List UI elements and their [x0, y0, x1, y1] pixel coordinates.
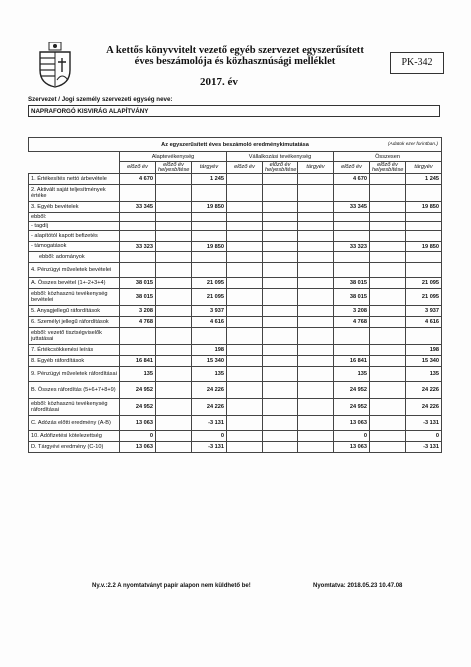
value-cell [370, 231, 406, 242]
value-cell [406, 263, 442, 278]
value-cell [370, 442, 406, 453]
subheader-prev-year: előző év [227, 162, 263, 174]
value-cell: 135 [406, 367, 442, 382]
value-cell: 24 226 [192, 382, 227, 399]
row-label: - alapítótól kapott befizetés [29, 231, 120, 242]
value-cell [192, 252, 227, 263]
row-label: 3. Egyéb bevételek [29, 202, 120, 213]
value-cell [298, 382, 334, 399]
value-cell [227, 252, 263, 263]
value-cell [192, 213, 227, 222]
value-cell [298, 431, 334, 442]
row-label: 4. Pénzügyi műveletek bevételei [29, 263, 120, 278]
value-cell [370, 202, 406, 213]
value-cell: 24 226 [406, 399, 442, 416]
value-cell [227, 289, 263, 306]
value-cell [263, 356, 298, 367]
row-label: ebből: adományok [29, 252, 120, 263]
subheader-current-year: tárgyév [298, 162, 334, 174]
value-cell: 19 850 [192, 242, 227, 252]
row-label: D. Tárgyévi eredmény (C-10) [29, 442, 120, 453]
value-cell [334, 345, 370, 356]
row-label: 2. Aktivált saját teljesítmények értéke [29, 185, 120, 202]
report-year: 2017. év [200, 76, 238, 88]
value-cell: 135 [120, 367, 156, 382]
value-cell [334, 252, 370, 263]
value-cell: 13 063 [120, 416, 156, 431]
value-cell: 38 015 [334, 289, 370, 306]
value-cell [298, 263, 334, 278]
value-cell [227, 263, 263, 278]
value-cell [227, 416, 263, 431]
value-cell [156, 263, 192, 278]
value-cell [298, 185, 334, 202]
subheader-current-year: tárgyév [406, 162, 442, 174]
value-cell [263, 382, 298, 399]
value-cell [298, 328, 334, 345]
value-cell [227, 431, 263, 442]
value-cell [263, 278, 298, 289]
value-cell [120, 263, 156, 278]
value-cell [263, 222, 298, 231]
value-cell [263, 317, 298, 328]
value-cell: 33 345 [120, 202, 156, 213]
form-title [80, 45, 390, 67]
value-cell: 38 015 [120, 289, 156, 306]
value-cell: 24 952 [334, 382, 370, 399]
table-row [29, 213, 442, 222]
value-cell: 4 616 [192, 317, 227, 328]
label-header-cell [29, 152, 120, 174]
value-cell: 135 [192, 367, 227, 382]
table-row [29, 317, 442, 328]
value-cell [156, 289, 192, 306]
value-cell [156, 278, 192, 289]
value-cell [406, 231, 442, 242]
value-cell: 24 952 [334, 399, 370, 416]
row-label: ebből: [29, 213, 120, 222]
value-cell [156, 416, 192, 431]
row-label: 6. Személyi jellegű ráfordítások [29, 317, 120, 328]
value-cell: 1 245 [406, 174, 442, 185]
row-label: ebből: vezető tisztségviselők juttatásai [29, 328, 120, 345]
value-cell: 3 937 [192, 306, 227, 317]
row-label: C. Adózás előtti eredmény (A-B) [29, 416, 120, 431]
value-cell [406, 185, 442, 202]
value-cell [227, 317, 263, 328]
value-cell [370, 367, 406, 382]
value-cell: -3 131 [406, 416, 442, 431]
value-cell [370, 263, 406, 278]
subheader-prev-year: előző év [334, 162, 370, 174]
table-row [29, 328, 442, 345]
row-label: - tagdíj [29, 222, 120, 231]
value-cell [120, 222, 156, 231]
table-row [29, 431, 442, 442]
value-cell: 4 616 [406, 317, 442, 328]
table-row [29, 306, 442, 317]
value-cell [192, 222, 227, 231]
value-cell [370, 345, 406, 356]
value-cell: 19 850 [406, 242, 442, 252]
value-cell [156, 213, 192, 222]
table-row [29, 174, 442, 185]
value-cell [156, 222, 192, 231]
value-cell [298, 416, 334, 431]
value-cell [263, 185, 298, 202]
value-cell: -3 131 [406, 442, 442, 453]
value-cell [263, 416, 298, 431]
value-cell: 3 208 [334, 306, 370, 317]
value-cell [156, 356, 192, 367]
footer-note: Ny.v.:2.2 A nyomtatványt papír alapon nem küldhető be! [92, 583, 251, 589]
table-row [29, 252, 442, 263]
value-cell [263, 242, 298, 252]
row-label: 5. Anyagjellegű ráfordítások [29, 306, 120, 317]
value-cell: 13 063 [334, 416, 370, 431]
value-cell [156, 328, 192, 345]
row-label: 10. Adófizetési kötelezettség [29, 431, 120, 442]
table-row [29, 442, 442, 453]
value-cell [156, 242, 192, 252]
value-cell [120, 185, 156, 202]
value-cell [406, 252, 442, 263]
value-cell [334, 185, 370, 202]
form-code-box: PK-342 [390, 52, 444, 74]
value-cell [298, 242, 334, 252]
value-cell [406, 213, 442, 222]
value-cell [298, 278, 334, 289]
value-cell: 24 952 [120, 382, 156, 399]
value-cell: 16 841 [334, 356, 370, 367]
value-cell [263, 263, 298, 278]
subheader-prev-correction: előző év helyesbítése [263, 162, 298, 174]
value-cell [227, 202, 263, 213]
value-cell [263, 367, 298, 382]
value-cell: 21 095 [192, 278, 227, 289]
table-row [29, 222, 442, 231]
value-cell [370, 213, 406, 222]
value-cell [370, 399, 406, 416]
value-cell: 198 [406, 345, 442, 356]
value-cell [370, 328, 406, 345]
value-cell [263, 289, 298, 306]
table-row [29, 345, 442, 356]
value-cell [298, 252, 334, 263]
value-cell [156, 442, 192, 453]
row-label: 9. Pénzügyi műveletek ráfordításai [29, 367, 120, 382]
value-cell: 33 345 [334, 202, 370, 213]
table-row [29, 185, 442, 202]
value-cell: 24 952 [120, 399, 156, 416]
value-cell: 38 015 [334, 278, 370, 289]
value-cell [298, 367, 334, 382]
value-cell [227, 174, 263, 185]
value-cell [192, 185, 227, 202]
value-cell [263, 213, 298, 222]
table-row [29, 399, 442, 416]
value-cell [334, 213, 370, 222]
print-timestamp: Nyomtatva: 2018.05.23 10.47.08 [313, 583, 403, 589]
value-cell [192, 263, 227, 278]
income-statement-table [28, 137, 442, 453]
organization-label: Szervezet / Jogi személy szervezeti egység neve: [28, 96, 173, 103]
value-cell [120, 231, 156, 242]
value-cell [298, 399, 334, 416]
value-cell [120, 252, 156, 263]
value-cell [263, 306, 298, 317]
value-cell [263, 231, 298, 242]
value-cell [227, 328, 263, 345]
value-cell [298, 442, 334, 453]
value-cell [156, 252, 192, 263]
value-cell: 3 208 [120, 306, 156, 317]
value-cell: 1 245 [192, 174, 227, 185]
coat-of-arms-icon [36, 42, 74, 88]
value-cell: 24 226 [406, 382, 442, 399]
value-cell [334, 222, 370, 231]
value-cell: 21 095 [406, 278, 442, 289]
value-cell [370, 278, 406, 289]
value-cell [298, 317, 334, 328]
value-cell [156, 317, 192, 328]
value-cell: -3 131 [192, 442, 227, 453]
value-cell [227, 278, 263, 289]
value-cell [370, 185, 406, 202]
value-cell [370, 222, 406, 231]
value-cell [227, 399, 263, 416]
form-title-line2: éves beszámolója és közhasznúsági melléklet [134, 56, 336, 67]
value-cell: 15 340 [192, 356, 227, 367]
value-cell: 0 [406, 431, 442, 442]
value-cell [156, 231, 192, 242]
value-cell [120, 213, 156, 222]
row-label: ebből: közhasznú tevékenység bevételei [29, 289, 120, 306]
value-cell [370, 174, 406, 185]
value-cell [263, 399, 298, 416]
value-cell [298, 306, 334, 317]
value-cell: 24 226 [192, 399, 227, 416]
value-cell: 0 [120, 431, 156, 442]
value-cell [156, 431, 192, 442]
value-cell [227, 356, 263, 367]
row-label: ebből: közhasznú tevékenység ráfordításai [29, 399, 120, 416]
value-cell [227, 242, 263, 252]
table-row [29, 263, 442, 278]
value-cell: 21 095 [406, 289, 442, 306]
value-cell [227, 367, 263, 382]
subheader-prev-correction: előző év helyesbítése [370, 162, 406, 174]
group-header-basic: Alaptevékenység [120, 152, 227, 162]
value-cell [370, 252, 406, 263]
value-cell [227, 222, 263, 231]
subheader-prev-year: előző év [120, 162, 156, 174]
value-cell: 4 768 [334, 317, 370, 328]
statement-title-cell [29, 138, 442, 152]
table-row [29, 382, 442, 399]
value-cell [406, 328, 442, 345]
value-cell [298, 289, 334, 306]
table-row [29, 356, 442, 367]
table-row [29, 367, 442, 382]
value-cell [192, 231, 227, 242]
value-cell: 13 063 [334, 442, 370, 453]
table-row [29, 202, 442, 213]
value-cell [370, 431, 406, 442]
value-cell [370, 317, 406, 328]
value-cell [227, 231, 263, 242]
value-cell [263, 252, 298, 263]
value-cell [298, 213, 334, 222]
value-cell [334, 231, 370, 242]
value-cell [298, 231, 334, 242]
value-cell: 0 [334, 431, 370, 442]
row-label: B. Összes ráfordítás (5+6+7+8+9) [29, 382, 120, 399]
value-cell [370, 289, 406, 306]
organization-name-field: NAPRAFORGÓ KISVIRÁG ALAPÍTVÁNY [28, 105, 440, 117]
value-cell [227, 382, 263, 399]
value-cell [156, 202, 192, 213]
value-cell [227, 213, 263, 222]
value-cell: 33 323 [120, 242, 156, 252]
table-row [29, 242, 442, 252]
value-cell [370, 382, 406, 399]
value-cell [156, 399, 192, 416]
value-cell [227, 345, 263, 356]
value-cell [298, 345, 334, 356]
value-cell [120, 328, 156, 345]
value-cell [192, 328, 227, 345]
value-cell [334, 328, 370, 345]
value-cell [298, 356, 334, 367]
value-cell: 198 [192, 345, 227, 356]
table-row [29, 231, 442, 242]
row-label: A. Összes bevétel (1+-2+3+4) [29, 278, 120, 289]
value-cell [156, 185, 192, 202]
value-cell [156, 382, 192, 399]
value-cell: 38 015 [120, 278, 156, 289]
value-cell [156, 367, 192, 382]
value-cell [156, 345, 192, 356]
row-label: 7. Értékcsökkenési leírás [29, 345, 120, 356]
value-cell [263, 174, 298, 185]
value-cell: 33 323 [334, 242, 370, 252]
table-row [29, 278, 442, 289]
value-cell: 19 850 [406, 202, 442, 213]
group-header-business: Vállalkozási tevékenység [227, 152, 334, 162]
value-cell [370, 416, 406, 431]
value-cell [263, 202, 298, 213]
value-cell: 13 063 [120, 442, 156, 453]
value-cell: 4 768 [120, 317, 156, 328]
value-cell [298, 202, 334, 213]
subheader-prev-correction: előző év helyesbítése [156, 162, 192, 174]
value-cell: 19 850 [192, 202, 227, 213]
value-cell [227, 306, 263, 317]
subheader-current-year: tárgyév [192, 162, 227, 174]
value-cell [298, 174, 334, 185]
value-cell [298, 222, 334, 231]
value-cell [263, 442, 298, 453]
value-cell: 3 937 [406, 306, 442, 317]
unit-note: (Adatok ezer forintban.) [387, 142, 439, 147]
value-cell: 21 095 [192, 289, 227, 306]
row-label: 8. Egyéb ráfordítások [29, 356, 120, 367]
value-cell: 15 340 [406, 356, 442, 367]
value-cell: 4 670 [120, 174, 156, 185]
value-cell: 16 841 [120, 356, 156, 367]
form-title-line1: A kettős könyvvitelt vezető egyéb szervezet egyszerűsített [106, 45, 364, 56]
value-cell [263, 345, 298, 356]
value-cell [370, 356, 406, 367]
row-label: 1. Értékesítés nettó árbevétele [29, 174, 120, 185]
value-cell [263, 431, 298, 442]
value-cell: 135 [334, 367, 370, 382]
value-cell [370, 306, 406, 317]
row-label: - támogatások [29, 242, 120, 252]
value-cell: 0 [192, 431, 227, 442]
value-cell: -3 131 [192, 416, 227, 431]
value-cell [370, 242, 406, 252]
table-row [29, 416, 442, 431]
value-cell [156, 174, 192, 185]
table-row [29, 289, 442, 306]
value-cell [156, 306, 192, 317]
value-cell [120, 345, 156, 356]
group-header-total: Összesen [334, 152, 442, 162]
value-cell [227, 185, 263, 202]
statement-title: Az egyszerűsített éves beszámoló eredménykimutatása [161, 141, 309, 148]
value-cell [227, 442, 263, 453]
value-cell [406, 222, 442, 231]
value-cell [334, 263, 370, 278]
value-cell: 4 670 [334, 174, 370, 185]
value-cell [263, 328, 298, 345]
